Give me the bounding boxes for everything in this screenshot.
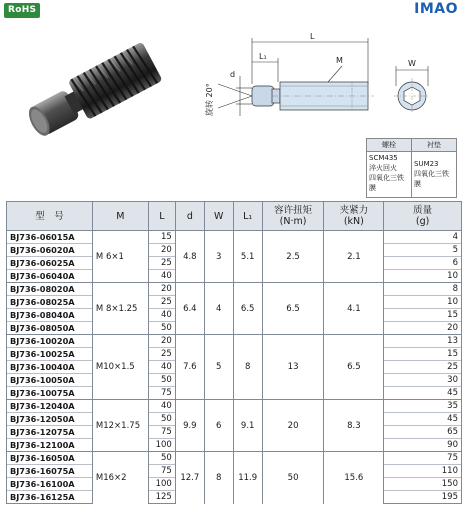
part-number-cell: BJ736-16075A (7, 465, 93, 478)
material-table (366, 138, 457, 198)
mass-cell: 45 (384, 413, 462, 426)
part-number-cell: BJ736-06040A (7, 270, 93, 283)
length-cell: 75 (148, 465, 175, 478)
header-force (324, 202, 384, 231)
length-cell: 25 (148, 348, 175, 361)
header-force-unit: (kN) (343, 216, 364, 227)
table-row (7, 283, 462, 296)
dim-W-label: W (408, 59, 416, 68)
width-cell: 6 (204, 400, 233, 452)
header-torque-unit: (N·m) (279, 216, 307, 227)
header-mass (384, 202, 462, 231)
torque-cell: 20 (262, 400, 324, 452)
torque-cell: 2.5 (262, 231, 324, 283)
force-cell: 8.3 (324, 400, 384, 452)
l1-cell: 5.1 (233, 231, 262, 283)
mass-cell: 20 (384, 322, 462, 335)
mass-cell: 65 (384, 426, 462, 439)
diameter-cell: 4.8 (175, 231, 204, 283)
l1-cell: 8 (233, 335, 262, 400)
header-d: d (175, 202, 204, 231)
mass-cell: 8 (384, 283, 462, 296)
length-cell: 25 (148, 257, 175, 270)
part-number-cell: BJ736-16125A (7, 491, 93, 504)
length-cell: 20 (148, 335, 175, 348)
length-cell: 15 (148, 231, 175, 244)
part-number-cell: BJ736-10040A (7, 361, 93, 374)
material-pad-line: 四氧化三铁膜 (414, 170, 449, 188)
thread-size-cell: M 8×1.25 (92, 283, 148, 335)
table-row (7, 231, 462, 244)
mass-cell: 6 (384, 257, 462, 270)
header-force-label: 夹紧力 (339, 205, 369, 216)
length-cell: 40 (148, 400, 175, 413)
length-cell: 75 (148, 426, 175, 439)
header-l1: L₁ (233, 202, 262, 231)
material-bolt-line: 淬火回火 (369, 164, 397, 172)
material-pad-cell (412, 152, 457, 198)
torque-cell: 13 (262, 335, 324, 400)
width-cell: 4 (204, 283, 233, 335)
length-cell: 20 (148, 244, 175, 257)
mass-cell: 75 (384, 452, 462, 465)
thread-size-cell: M10×1.5 (92, 335, 148, 400)
header-torque (262, 202, 324, 231)
mass-cell: 30 (384, 374, 462, 387)
part-number-cell: BJ736-12100A (7, 439, 93, 452)
part-number-cell: BJ736-10020A (7, 335, 93, 348)
part-number-cell: BJ736-10075A (7, 387, 93, 400)
mass-cell: 110 (384, 465, 462, 478)
force-cell: 6.5 (324, 335, 384, 400)
part-number-cell: BJ736-12040A (7, 400, 93, 413)
rohs-badge: RoHS (4, 3, 40, 18)
diameter-cell: 6.4 (175, 283, 204, 335)
mass-cell: 15 (384, 309, 462, 322)
header-part-number: 型 号 (7, 202, 93, 231)
brand-logo: IMAO (414, 1, 458, 17)
header-w: W (204, 202, 233, 231)
thread-size-cell: M16×2 (92, 452, 148, 504)
part-number-cell: BJ736-06015A (7, 231, 93, 244)
part-number-cell: BJ736-12050A (7, 413, 93, 426)
length-cell: 75 (148, 387, 175, 400)
mass-cell: 25 (384, 361, 462, 374)
table-row (7, 335, 462, 348)
mass-cell: 4 (384, 231, 462, 244)
header-l: L (148, 202, 175, 231)
thread-size-cell: M12×1.75 (92, 400, 148, 452)
mass-cell: 15 (384, 348, 462, 361)
length-cell: 40 (148, 361, 175, 374)
length-cell: 50 (148, 413, 175, 426)
dim-L-label: L (310, 32, 315, 41)
part-number-cell: BJ736-16050A (7, 452, 93, 465)
spec-body (7, 231, 462, 504)
part-number-cell: BJ736-08025A (7, 296, 93, 309)
material-bolt-line: SCM435 (369, 154, 398, 162)
dim-L1-label: L₁ (259, 52, 267, 61)
product-photo (10, 28, 170, 158)
header-m: M (92, 202, 148, 231)
mass-cell: 5 (384, 244, 462, 257)
length-cell: 40 (148, 270, 175, 283)
part-number-cell: BJ736-06025A (7, 257, 93, 270)
dim-M-label: M (336, 56, 343, 65)
torque-cell: 6.5 (262, 283, 324, 335)
width-cell: 3 (204, 231, 233, 283)
material-pad-line: SUM23 (414, 160, 439, 168)
torque-cell: 50 (262, 452, 324, 504)
angle-label: 旋转 20° (205, 83, 214, 116)
header-mass-unit: (g) (415, 216, 430, 227)
part-number-cell: BJ736-12075A (7, 426, 93, 439)
mass-cell: 195 (384, 491, 462, 504)
part-number-cell: BJ736-08040A (7, 309, 93, 322)
mass-cell: 10 (384, 270, 462, 283)
part-number-cell: BJ736-16100A (7, 478, 93, 491)
length-cell: 125 (148, 491, 175, 504)
mass-cell: 45 (384, 387, 462, 400)
part-number-cell: BJ736-10050A (7, 374, 93, 387)
spec-header-row (7, 202, 462, 231)
thread-size-cell: M 6×1 (92, 231, 148, 283)
header-torque-label: 容许扭矩 (274, 205, 313, 216)
pad-shape (252, 86, 274, 106)
diameter-cell: 9.9 (175, 400, 204, 452)
force-cell: 4.1 (324, 283, 384, 335)
length-cell: 100 (148, 439, 175, 452)
material-header-pad: 衬垫 (412, 139, 457, 152)
diameter-cell: 7.6 (175, 335, 204, 400)
l1-cell: 6.5 (233, 283, 262, 335)
part-number-cell: BJ736-08050A (7, 322, 93, 335)
technical-drawing (194, 26, 464, 136)
material-bolt-line: 四氧化三铁膜 (369, 174, 404, 192)
l1-cell: 9.1 (233, 400, 262, 452)
table-row (7, 400, 462, 413)
mass-cell: 10 (384, 296, 462, 309)
spec-table (6, 201, 462, 504)
force-cell: 2.1 (324, 231, 384, 283)
material-header-bolt: 螺栓 (367, 139, 412, 152)
l1-cell: 11.9 (233, 452, 262, 504)
mass-cell: 150 (384, 478, 462, 491)
length-cell: 25 (148, 296, 175, 309)
length-cell: 50 (148, 374, 175, 387)
header-mass-label: 质量 (413, 205, 433, 216)
mass-cell: 90 (384, 439, 462, 452)
mass-cell: 13 (384, 335, 462, 348)
part-number-cell: BJ736-08020A (7, 283, 93, 296)
force-cell: 15.6 (324, 452, 384, 504)
part-number-cell: BJ736-10025A (7, 348, 93, 361)
width-cell: 5 (204, 335, 233, 400)
length-cell: 50 (148, 322, 175, 335)
length-cell: 50 (148, 452, 175, 465)
part-number-cell: BJ736-06020A (7, 244, 93, 257)
length-cell: 40 (148, 309, 175, 322)
mass-cell: 35 (384, 400, 462, 413)
length-cell: 100 (148, 478, 175, 491)
width-cell: 8 (204, 452, 233, 504)
table-row (7, 452, 462, 465)
material-bolt-cell (367, 152, 412, 198)
diameter-cell: 12.7 (175, 452, 204, 504)
length-cell: 20 (148, 283, 175, 296)
dim-d-label: d (230, 70, 236, 79)
